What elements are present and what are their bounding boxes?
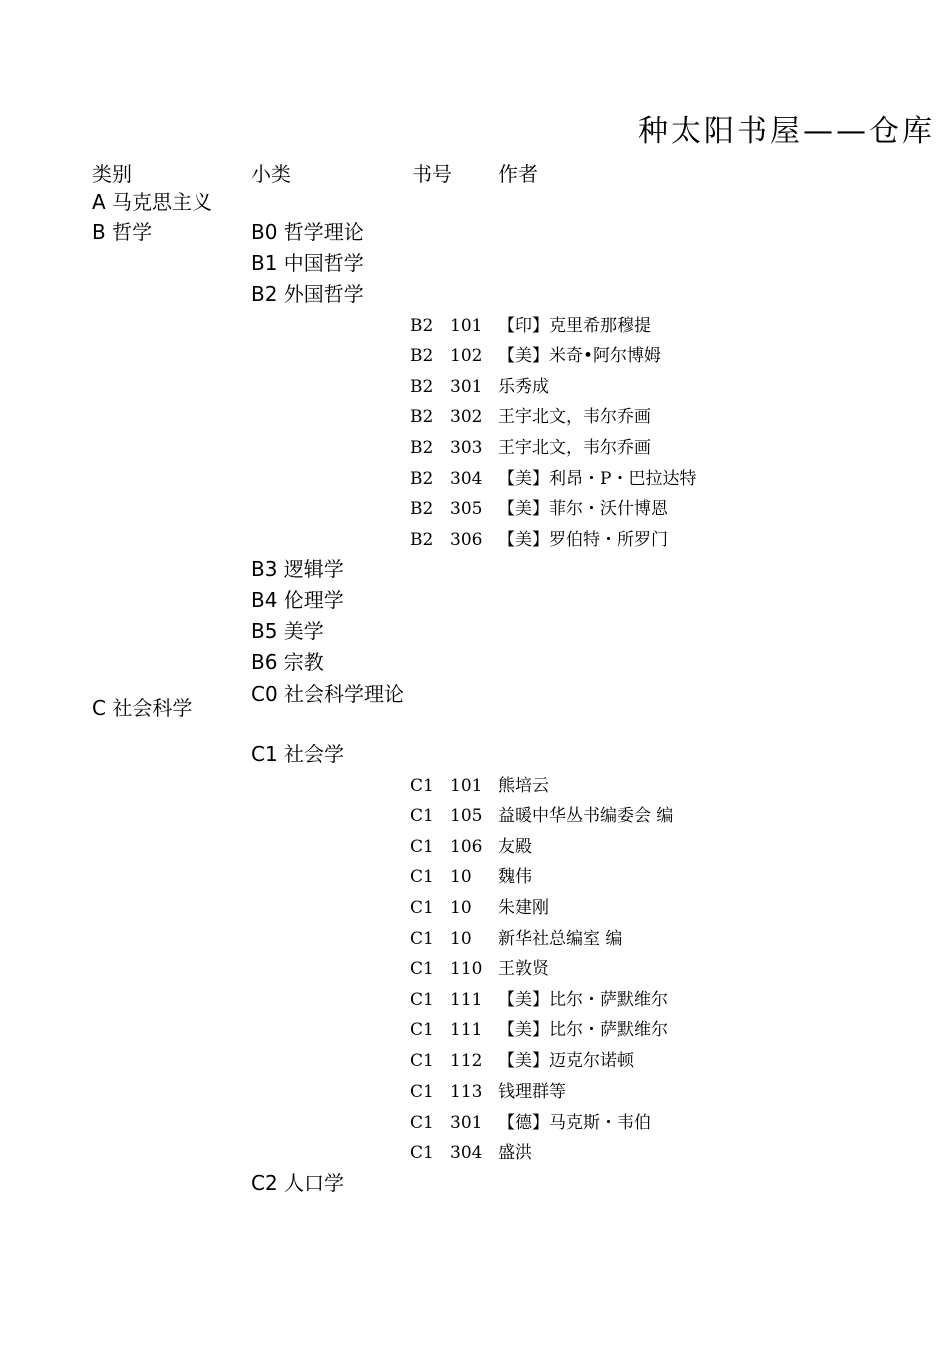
book-author: 王宇北文，韦尔乔画 (498, 438, 651, 458)
book-code: C1 (410, 1020, 434, 1040)
book-author: 王敦贤 (498, 959, 549, 979)
subcategory-c2: C2 人口学 (251, 1171, 345, 1195)
subcategory-b0: B0 哲学理论 (251, 220, 364, 244)
book-row (410, 468, 696, 490)
book-row (410, 1019, 668, 1041)
subcategory-b5: B5 美学 (251, 619, 324, 643)
book-number: 303 (450, 438, 483, 458)
book-code: B2 (410, 469, 434, 489)
book-author: 魏伟 (498, 867, 532, 887)
book-author: 【德】马克斯・韦伯 (498, 1113, 651, 1133)
page-title: 种太阳书屋——仓库 (638, 114, 935, 149)
book-code: C1 (410, 776, 434, 796)
book-author: 新华社总编室 编 (498, 929, 623, 949)
book-number: 102 (450, 346, 483, 366)
book-code: C1 (410, 806, 434, 826)
book-number: 111 (450, 990, 483, 1010)
book-row (410, 345, 661, 367)
book-number: 306 (450, 530, 483, 550)
book-author: 益暖中华丛书编委会 编 (498, 806, 674, 826)
book-row (410, 1081, 566, 1103)
book-number: 301 (450, 377, 483, 397)
book-row (410, 928, 622, 950)
book-code: C1 (410, 1082, 434, 1102)
book-author: 乐秀成 (498, 377, 549, 397)
category-b: B 哲学 (92, 220, 153, 244)
book-number: 106 (450, 837, 483, 857)
book-code: B2 (410, 499, 434, 519)
book-code: B2 (410, 346, 434, 366)
book-code: C1 (410, 1143, 434, 1163)
book-number: 111 (450, 1020, 483, 1040)
book-author: 【美】罗伯特・所罗门 (498, 530, 668, 550)
book-row (410, 406, 651, 428)
book-code: C1 (410, 837, 434, 857)
book-author: 【美】菲尔・沃什博恩 (498, 499, 668, 519)
book-author: 友殿 (498, 837, 532, 857)
book-row (410, 376, 549, 398)
book-number: 10 (450, 867, 472, 887)
book-number: 305 (450, 499, 483, 519)
book-row (410, 989, 668, 1011)
book-code: C1 (410, 1113, 434, 1133)
book-row (410, 775, 549, 797)
book-row (410, 836, 532, 858)
book-row (410, 315, 651, 337)
book-author: 【美】迈克尔诺顿 (498, 1051, 634, 1071)
book-author: 【美】利昂・P・巴拉达特 (498, 469, 697, 489)
category-a: A 马克思主义 (92, 190, 213, 214)
book-number: 113 (450, 1082, 483, 1102)
book-code: B2 (410, 407, 434, 427)
book-number: 105 (450, 806, 483, 826)
book-row (410, 897, 549, 919)
subcategory-b2: B2 外国哲学 (251, 282, 364, 306)
book-code: C1 (410, 990, 434, 1010)
book-code: C1 (410, 929, 434, 949)
book-row (410, 958, 549, 980)
book-row (410, 1112, 651, 1134)
header-book-no: 书号 (412, 162, 452, 186)
book-author: 钱理群等 (498, 1082, 566, 1102)
book-row (410, 498, 668, 520)
book-code: B2 (410, 316, 434, 336)
book-number: 101 (450, 776, 483, 796)
book-code: C1 (410, 867, 434, 887)
book-number: 10 (450, 898, 472, 918)
book-row (410, 1050, 634, 1072)
book-code: C1 (410, 898, 434, 918)
header-author: 作者 (498, 162, 538, 186)
book-code: B2 (410, 530, 434, 550)
book-row (410, 437, 651, 459)
book-author: 熊培云 (498, 776, 549, 796)
book-row (410, 866, 532, 888)
book-author: 盛洪 (498, 1143, 532, 1163)
book-number: 304 (450, 1143, 483, 1163)
header-subcategory: 小类 (251, 162, 291, 186)
book-author: 【美】米奇•阿尔博姆 (498, 346, 662, 366)
book-author: 【美】比尔・萨默维尔 (498, 1020, 668, 1040)
book-author: 朱建刚 (498, 898, 549, 918)
subcategory-b3: B3 逻辑学 (251, 557, 344, 581)
subcategory-b4: B4 伦理学 (251, 588, 344, 612)
category-c: C 社会科学 (92, 696, 193, 720)
book-author: 【印】克里希那穆提 (498, 316, 651, 336)
book-code: C1 (410, 1051, 434, 1071)
subcategory-b6: B6 宗教 (251, 650, 324, 674)
book-number: 302 (450, 407, 483, 427)
book-author: 王宇北文，韦尔乔画 (498, 407, 651, 427)
book-row (410, 805, 673, 827)
book-code: C1 (410, 959, 434, 979)
book-author: 【美】比尔・萨默维尔 (498, 990, 668, 1010)
book-number: 101 (450, 316, 483, 336)
book-row (410, 1142, 532, 1164)
book-number: 110 (450, 959, 483, 979)
subcategory-b1: B1 中国哲学 (251, 251, 364, 275)
book-number: 304 (450, 469, 483, 489)
book-number: 301 (450, 1113, 483, 1133)
book-number: 10 (450, 929, 472, 949)
header-category: 类别 (92, 162, 132, 186)
subcategory-c0: C0 社会科学理论 (251, 682, 405, 706)
book-code: B2 (410, 438, 434, 458)
book-code: B2 (410, 377, 434, 397)
book-number: 112 (450, 1051, 483, 1071)
subcategory-c1: C1 社会学 (251, 742, 345, 766)
book-row (410, 529, 668, 551)
